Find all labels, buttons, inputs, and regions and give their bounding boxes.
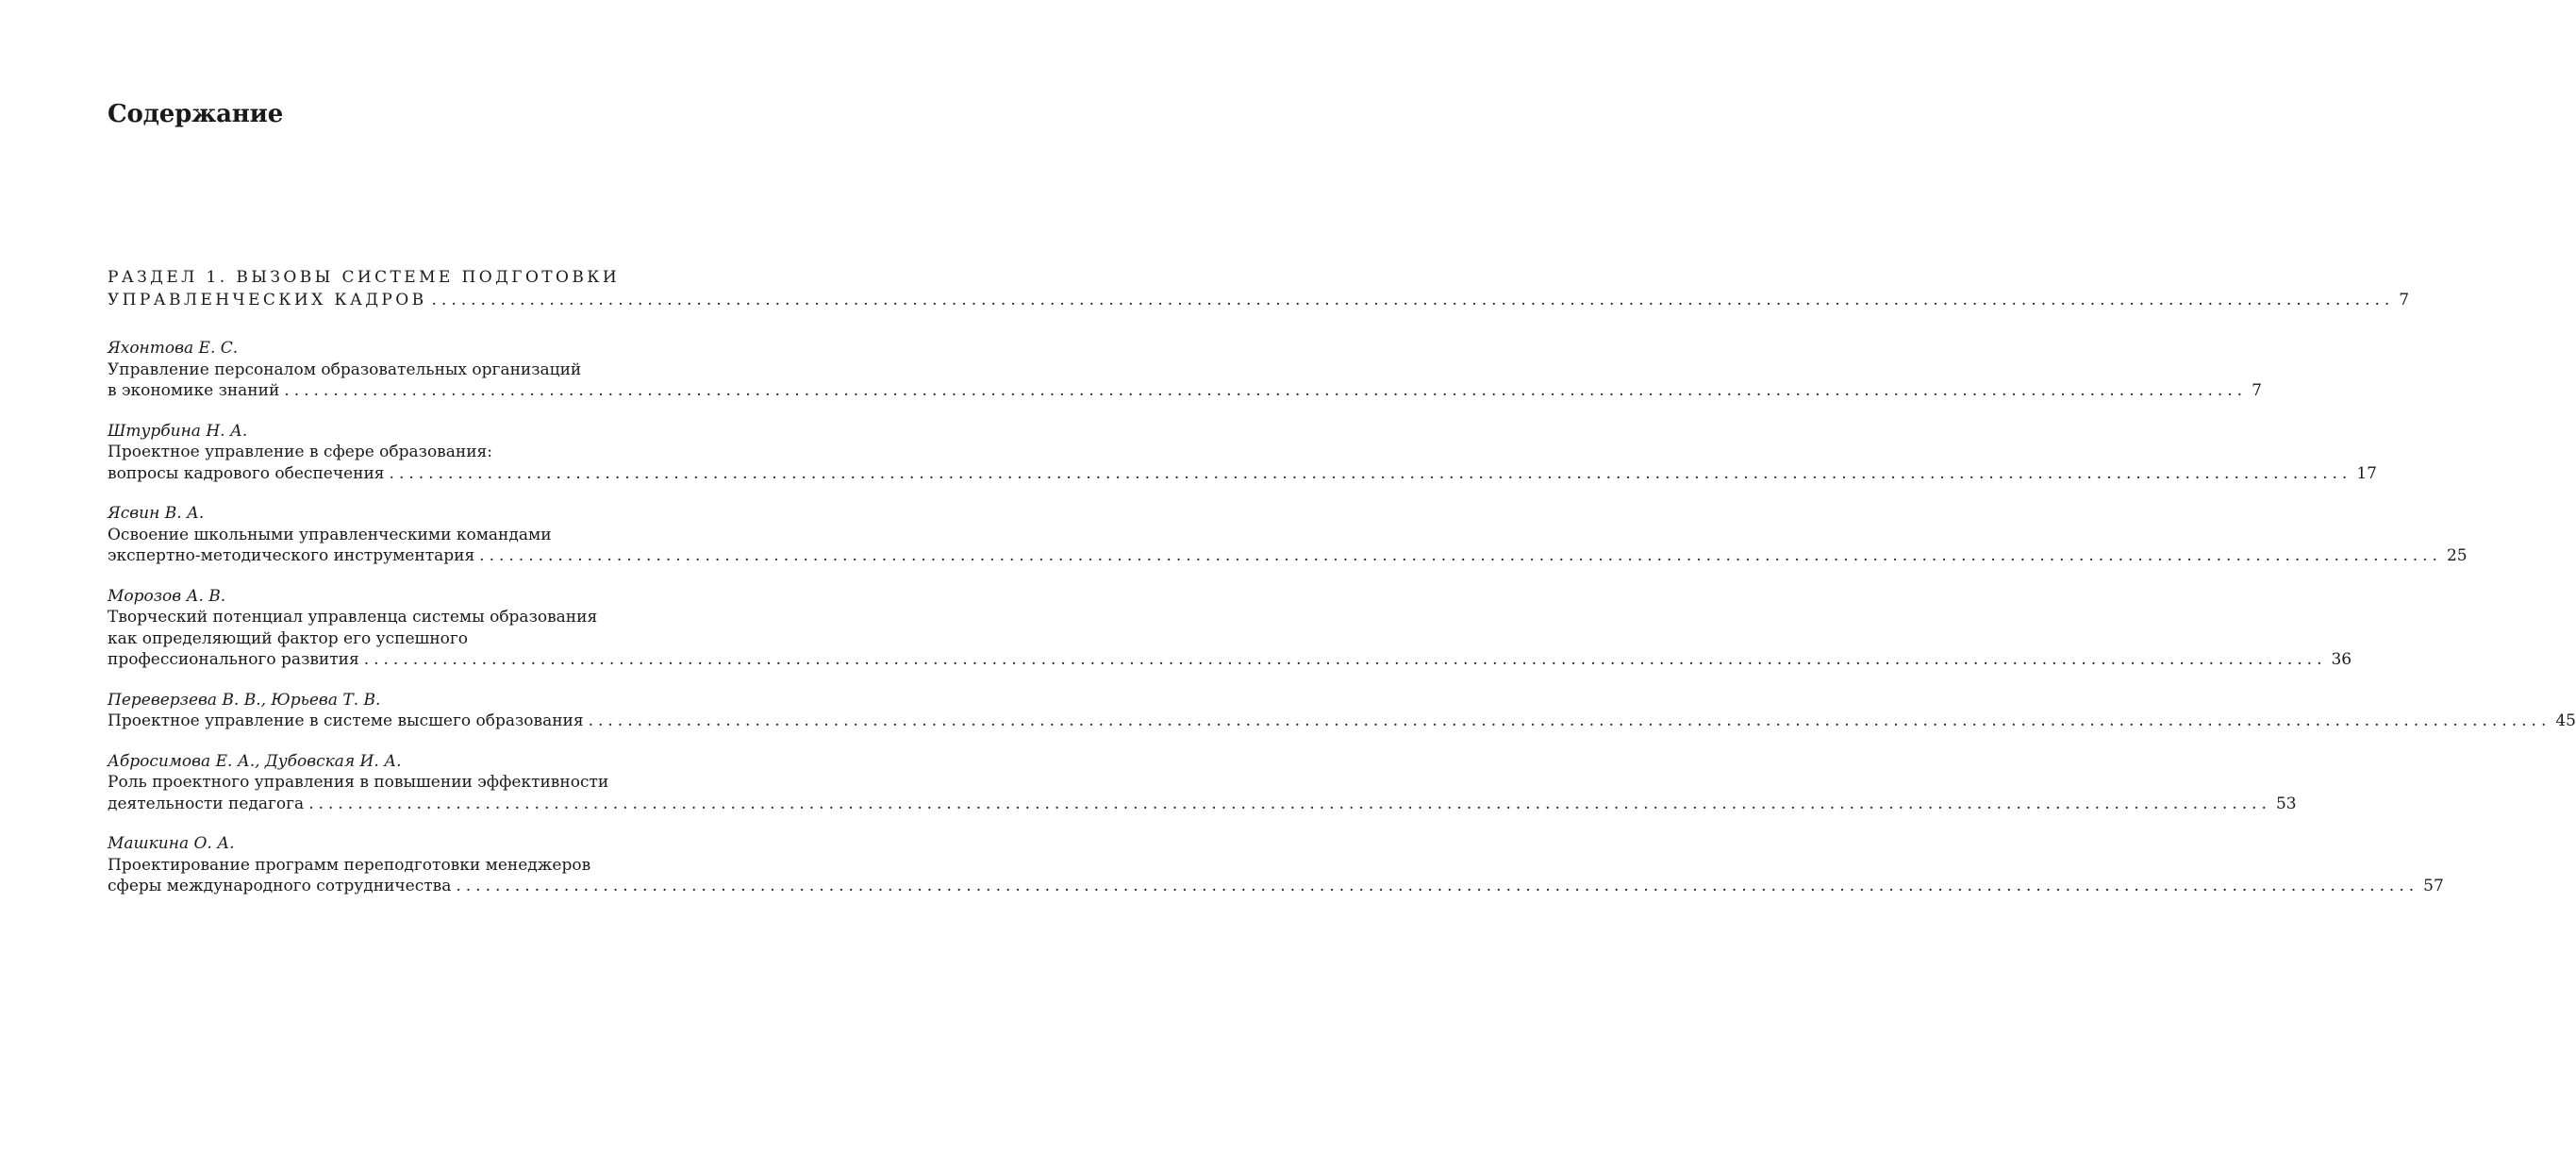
entry-author: Машкина О. А.: [108, 834, 235, 853]
entry-title-text: Проектирование программ переподготовки менеджеров: [108, 855, 591, 875]
page-number: 7: [2252, 381, 2262, 400]
entry-title-text: Освоение школьными управленческими командами: [108, 525, 552, 544]
dot-leader: ........................................................................................................................................................................................................: [308, 794, 2271, 813]
dot-leader: ........................................................................................................................................................................................................: [588, 711, 2551, 730]
entry-last-line: [108, 380, 2262, 402]
entry-title-text: Роль проектного управления в повышении эффективности: [108, 773, 609, 792]
entry-last-line: [108, 649, 2352, 671]
entry-title-text: сферы международного сотрудничества: [108, 877, 452, 895]
entry-title-text: Проектное управление в системе высшего образования: [108, 711, 584, 730]
dot-leader: ........................................................................................................................................................................................................: [456, 877, 2419, 895]
toc-entry[interactable]: [108, 338, 2262, 402]
entry-title-line: [108, 628, 700, 650]
page-number: 7: [2399, 291, 2410, 309]
page-number: 45: [2555, 711, 2576, 730]
section-heading-text-1: РАЗДЕЛ 1. ВЫЗОВЫ СИСТЕМЕ ПОДГОТОВКИ: [108, 268, 621, 287]
entry-last-line: [108, 463, 2377, 485]
section-heading-line-1: [108, 266, 700, 289]
toc-entry[interactable]: [108, 503, 2468, 567]
section-heading[interactable]: [108, 266, 2410, 311]
toc-entry[interactable]: [108, 751, 2297, 815]
entry-title-line: [108, 360, 700, 381]
entry-last-line: [108, 876, 2444, 897]
entry-title-text: Управление персоналом образовательных организаций: [108, 360, 582, 379]
entry-title-line: [108, 442, 700, 463]
dot-leader: ........................................................................................................................................................................................................: [389, 463, 2352, 483]
page-number: 17: [2356, 463, 2377, 483]
table-of-contents: [108, 266, 2576, 916]
section-heading-text-2: УПРАВЛЕНЧЕСКИХ КАДРОВ: [108, 291, 427, 309]
entry-last-line: [108, 711, 2576, 732]
entry-title-text: экспертно-методического инструментария: [108, 546, 475, 565]
entry-title-line: [108, 607, 700, 628]
entry-title-text: Проектное управление в сфере образования:: [108, 443, 492, 461]
entry-title-line: [108, 855, 700, 877]
entry-title-line: [108, 525, 700, 546]
entry-title-text: в экономике знаний: [108, 381, 280, 400]
page-number: 57: [2423, 877, 2444, 895]
entry-title-text: вопросы кадрового обеспечения: [108, 463, 385, 483]
page-number: 25: [2446, 546, 2468, 565]
entry-title-line: [108, 772, 700, 794]
entry-author: Абросимова Е. А., Дубовская И. А.: [108, 751, 402, 771]
toc-entry[interactable]: [108, 586, 2352, 671]
dot-leader: ........................................................................................................................................................................................................: [363, 650, 2327, 669]
entry-last-line: [108, 794, 2297, 815]
dot-leader: ........................................................................................................................................................................................................: [431, 291, 2395, 309]
entry-author: Ясвин В. А.: [108, 504, 205, 523]
page-number: 36: [2331, 650, 2352, 669]
toc-entry[interactable]: [108, 421, 2377, 485]
toc-entry[interactable]: [108, 833, 2444, 897]
entry-author: Переверзева В. В., Юрьева Т. В.: [108, 690, 381, 710]
page-title: Содержание: [108, 100, 284, 128]
entry-title-text: как определяющий фактор его успешного: [108, 628, 469, 648]
entry-title-text: Творческий потенциал управленца системы образования: [108, 608, 598, 627]
entry-author: Морозов А. В.: [108, 586, 226, 606]
toc-entry[interactable]: [108, 690, 2576, 732]
entry-title-text: деятельности педагога: [108, 794, 305, 813]
dot-leader: ........................................................................................................................................................................................................: [284, 381, 2248, 400]
entry-author: Яхонтова Е. С.: [108, 339, 239, 358]
dot-leader: ........................................................................................................................................................................................................: [479, 546, 2442, 565]
section-heading-line-2: [108, 289, 2410, 311]
entry-author: Штурбина Н. А.: [108, 421, 248, 441]
page-number: 53: [2275, 794, 2297, 813]
entry-title-text: профессионального развития: [108, 650, 359, 669]
entry-last-line: [108, 545, 2468, 567]
